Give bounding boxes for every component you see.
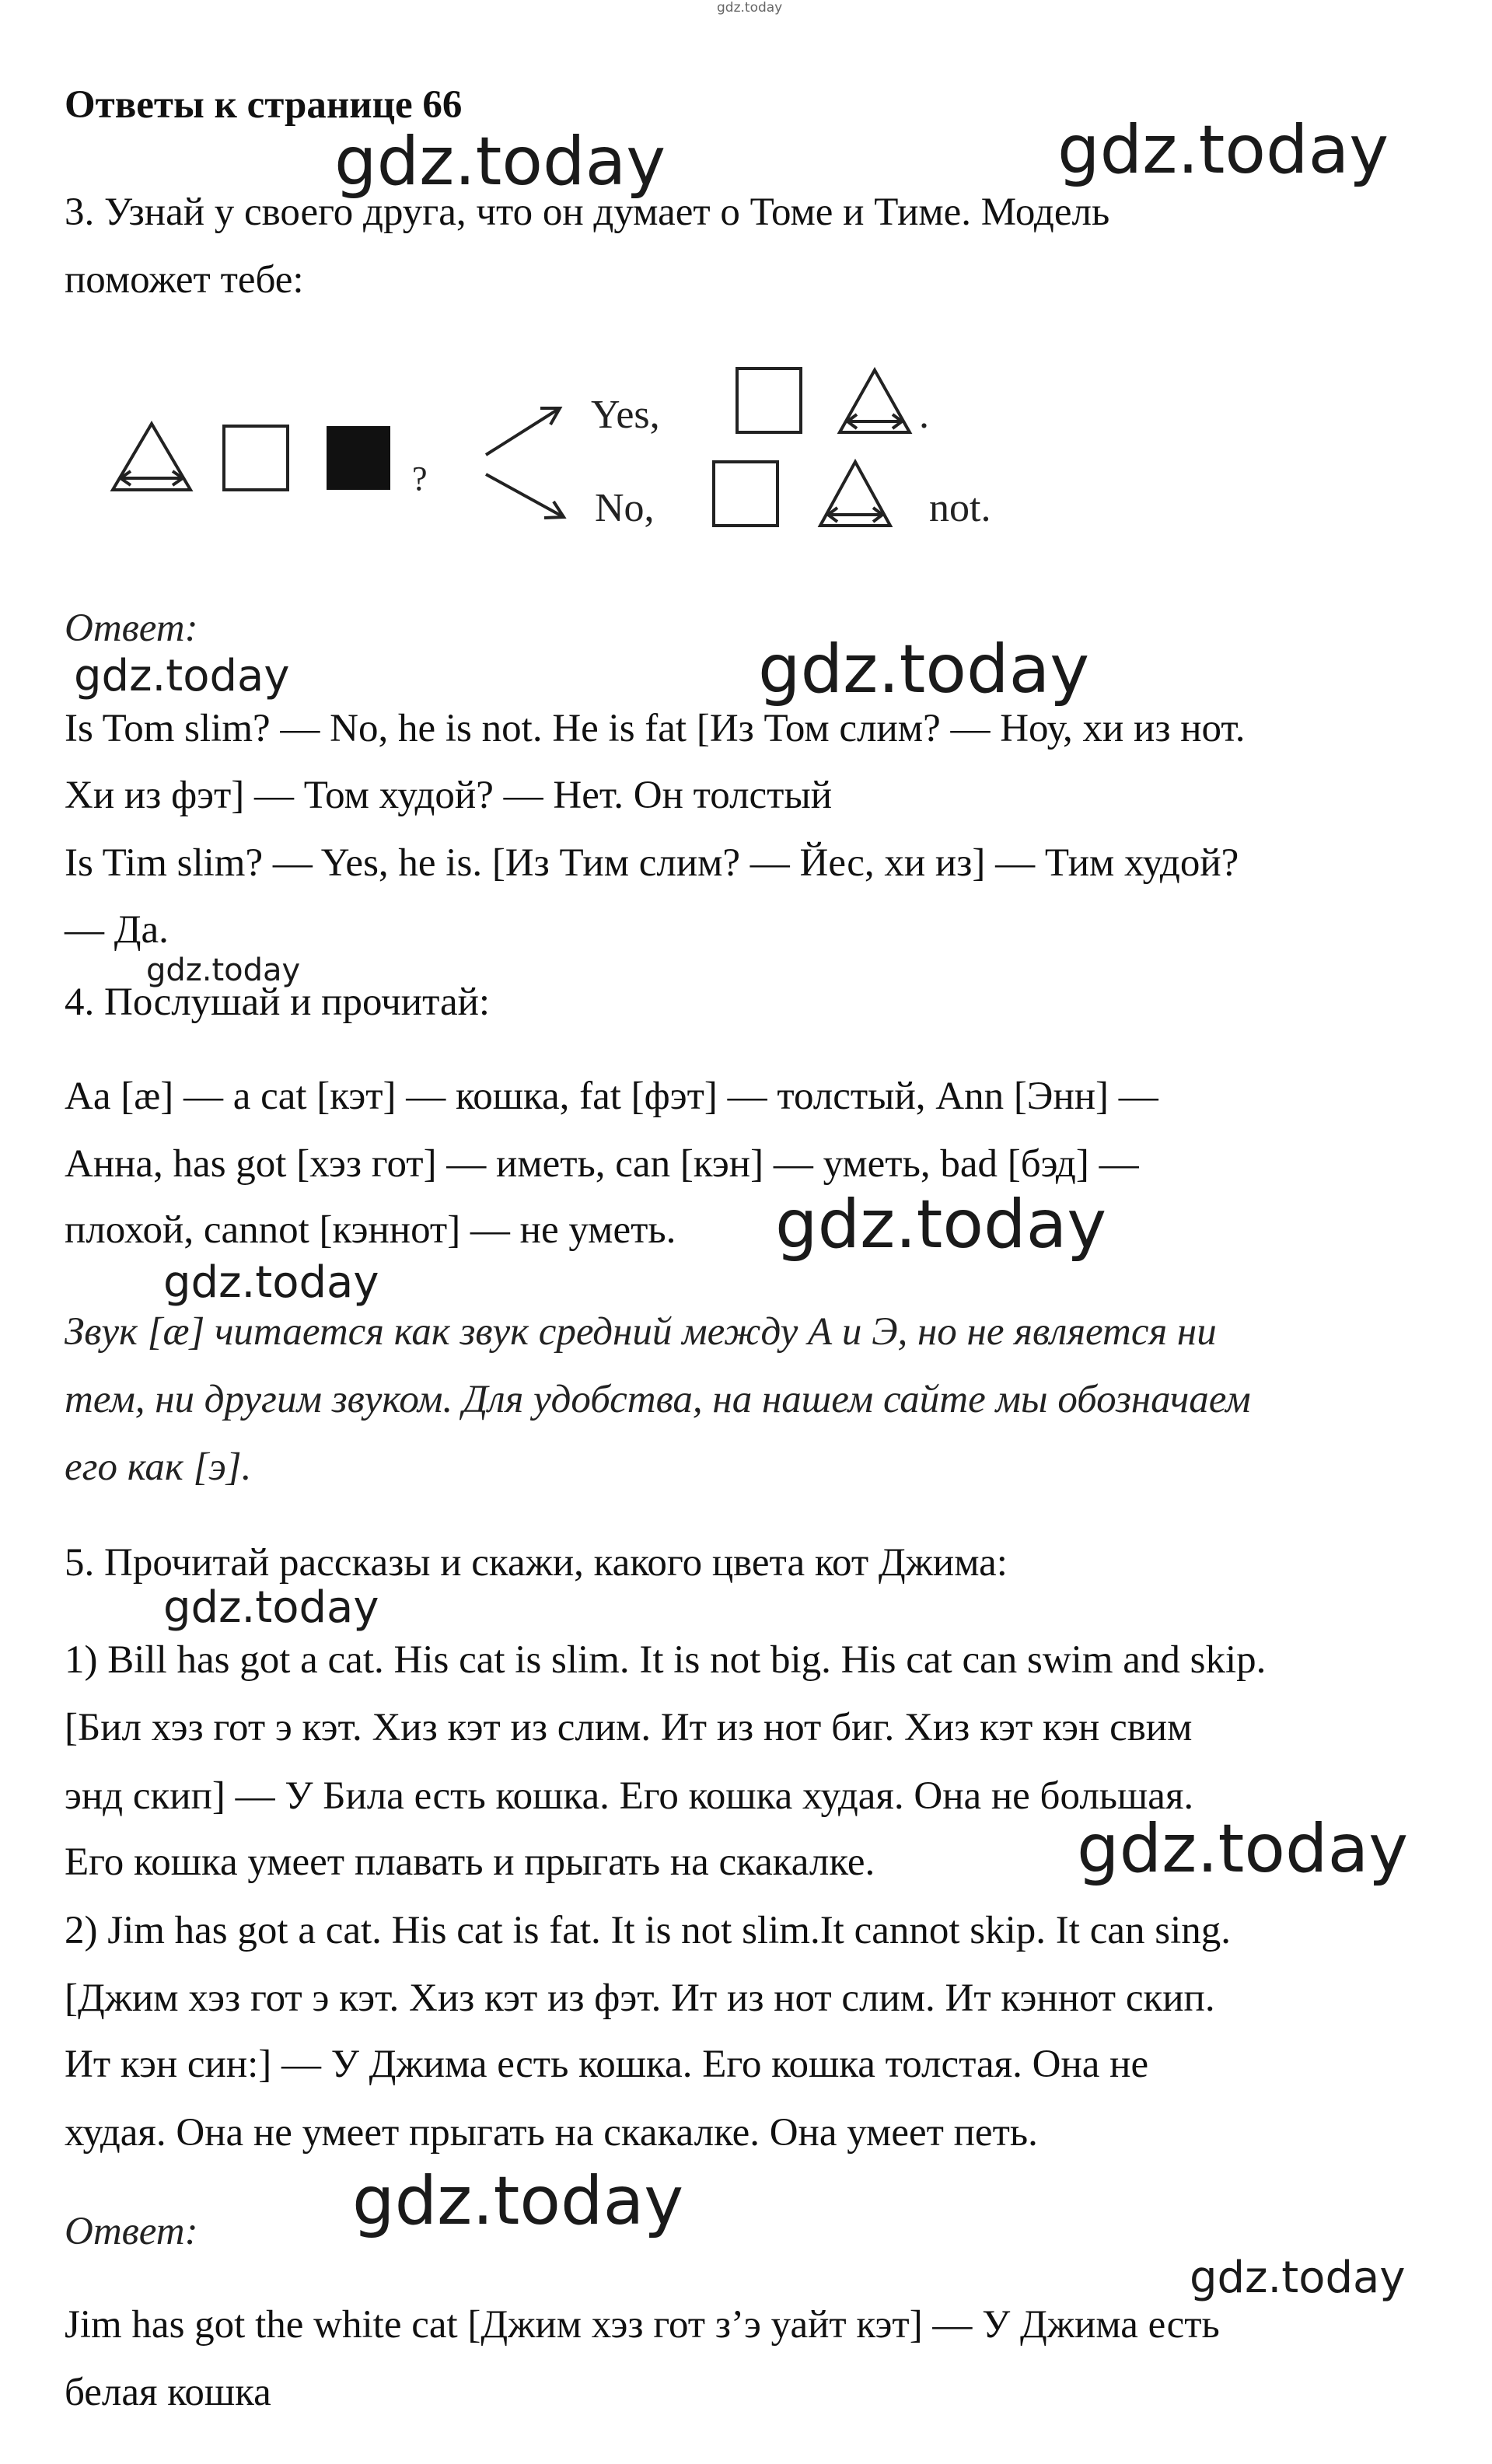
ex5-task: 5. Прочитай рассказы и скажи, какого цвета кот Джима: [65,1541,1008,1585]
ex4-line-2: Анна, has got [хэз гот] — иметь, can [кэн] — уметь, bad [бэд] — [65,1142,1139,1186]
page-title: Ответы к странице 66 [65,83,463,127]
ex5-answer-label: Ответ: [65,2210,198,2253]
yes-triangle-icon [840,370,910,432]
ex5-story2-line-4: худая. Она не умеет прыгать на скакалке. Она умеет петь. [65,2111,1038,2155]
watermark: gdz.today [1077,1810,1409,1888]
ex5-answer-line-2: белая кошка [65,2371,271,2414]
ex5-answer-line-1: Jim has got the white cat [Джим хэз гот з’э уайт кэт] — У Джима есть [65,2303,1220,2347]
ex3-answer-line-4: — Да. [65,908,169,952]
ex4-note-1: Звук [æ] читается как звук средний между А и Э, но не является ни [65,1310,1217,1354]
ex5-story2-line-3: Ит кэн син:] — У Джима есть кошка. Его кошка толстая. Она не [65,2043,1149,2086]
yes-square-icon [737,369,801,432]
diagram-not-label: not. [929,486,991,530]
empty-square-icon [224,426,288,490]
ex4-note-3: его как [э]. [65,1445,252,1489]
ex3-task-line-2: поможет тебе: [65,258,304,302]
watermark: gdz.today [1190,2253,1406,2303]
diagram-no-label: No, [595,486,655,530]
ex5-story2-line-2: [Джим хэз гот э кэт. Хиз кэт из фэт. Ит из нот слим. Ит кэннот скип. [65,1976,1215,2020]
filled-square-icon [327,426,390,490]
ex4-task: 4. Послушай и прочитай: [65,980,491,1024]
diagram-yes-label: Yes, [591,393,660,437]
ex4-line-3: плохой, cannot [кэннот] — не уметь. [65,1208,676,1252]
watermark: gdz.today [758,631,1090,708]
watermark: gdz.today [163,1582,379,1633]
triangle-icon [113,424,190,490]
watermark: gdz.today [74,651,290,701]
diagram-yes-end: . [919,393,929,437]
ex5-story1-line-2: [Бил хэз гот э кэт. Хиз кэт из слим. Ит из нот биг. Хиз кэт кэн свим [65,1706,1193,1749]
ex3-answer-label: Ответ: [65,606,198,650]
ex5-story1-line-4: Его кошка умеет плавать и прыгать на скакалке. [65,1840,875,1884]
no-square-icon [714,462,777,526]
ex3-answer-line-2: Хи из фэт] — Том худой? — Нет. Он толстый [65,774,833,817]
watermark: gdz.today [775,1186,1107,1263]
no-triangle-icon [820,462,890,526]
ex5-story1-line-1: 1) Bill has got a cat. His cat is slim. It is not big. His cat can swim and skip. [65,1638,1267,1682]
ex4-line-1: Aa [æ] — a cat [кэт] — кошка, fat [фэт] — толстый, Ann [Энн] — [65,1075,1158,1118]
ex3-task-line-1: 3. Узнай у своего друга, что он думает о Томе и Тиме. Модель [65,190,1110,234]
diagram-question-mark: ? [412,460,428,498]
ex5-story1-line-3: энд скип] — У Била есть кошка. Его кошка худая. Она не большая. [65,1774,1194,1818]
watermark: gdz.today [352,2162,684,2240]
watermark: gdz.today [163,1257,379,1308]
model-diagram [86,365,1057,560]
ex5-story2-line-1: 2) Jim has got a cat. His cat is fat. It is not slim.It cannot skip. It can sing. [65,1909,1231,1952]
ex3-answer-line-3: Is Tim slim? — Yes, he is. [Из Тим слим? — Йес, хи из] — Тим худой? [65,841,1239,885]
watermark: gdz.today [334,123,666,201]
ex4-note-2: тем, ни другим звуком. Для удобства, на нашем сайте мы обозначаем [65,1378,1251,1421]
ex3-answer-line-1: Is Tom slim? — No, he is not. He is fat [Из Том слим? — Ноу, хи из нот. [65,707,1246,750]
watermark: gdz.today [1057,111,1389,189]
watermark: gdz.today [146,952,301,988]
header-watermark: gdz.today [717,0,783,16]
